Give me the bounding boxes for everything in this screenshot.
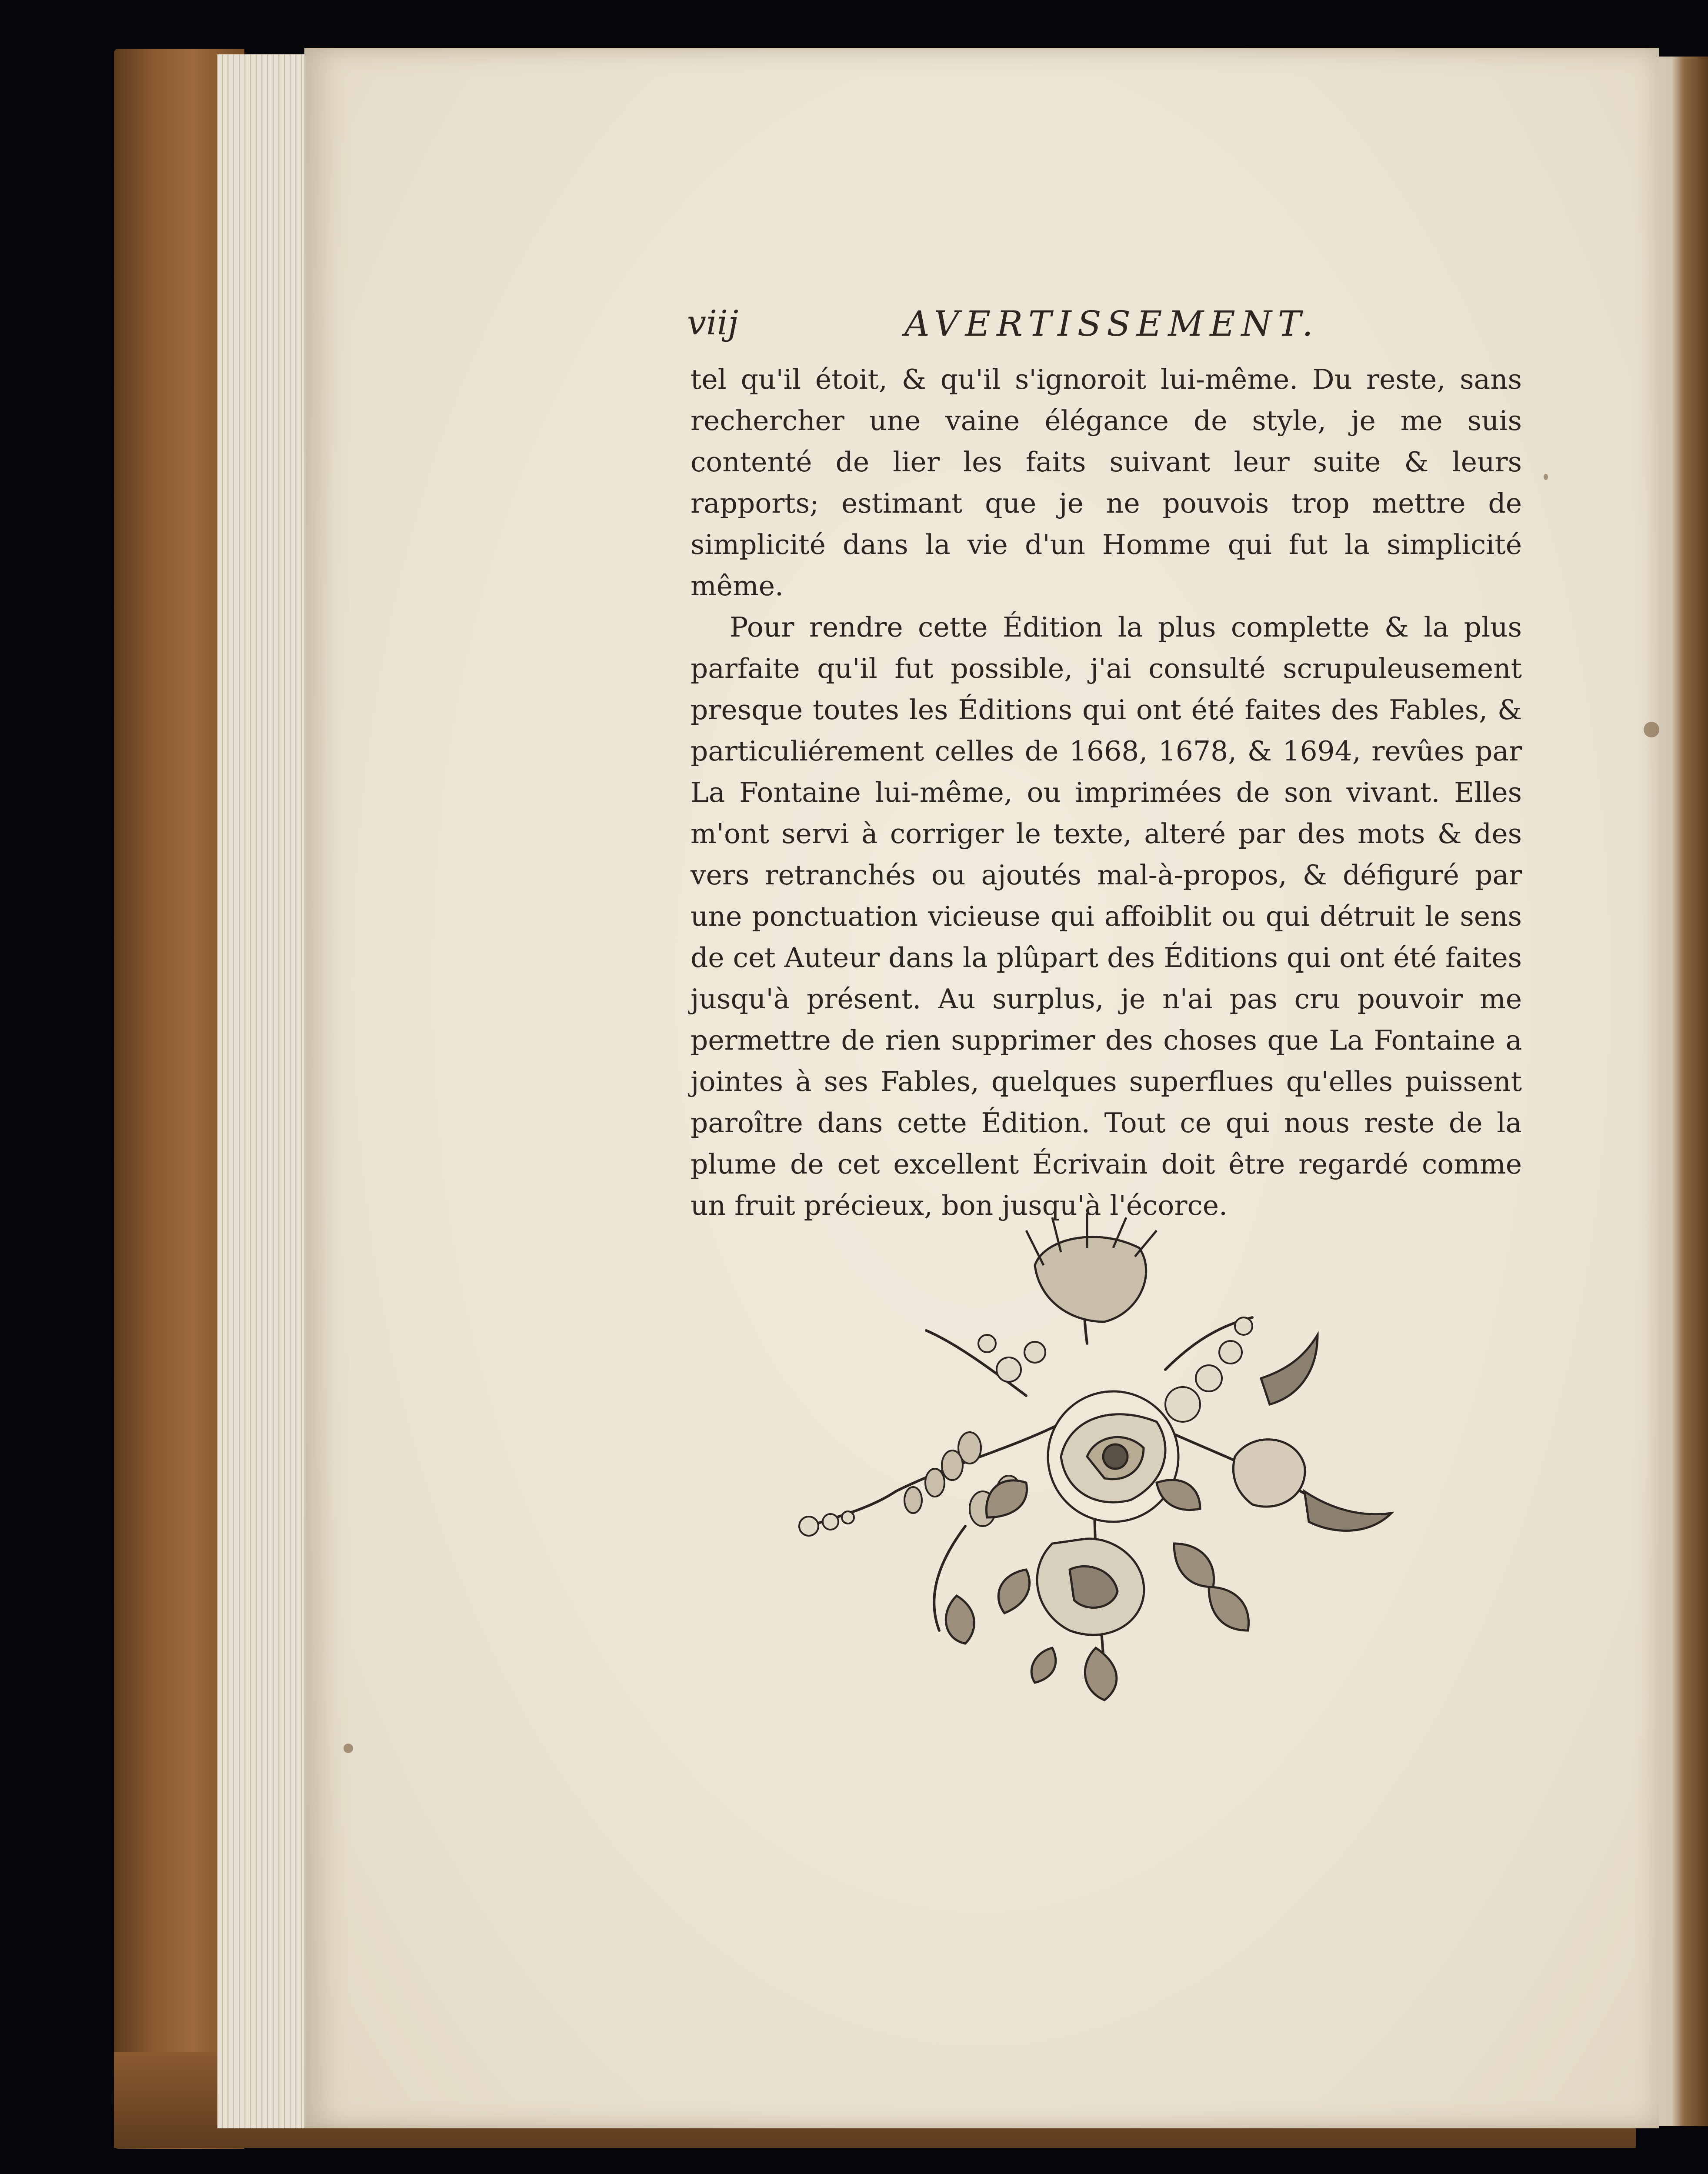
body-text	[691, 359, 1522, 1226]
foxing-spot	[1644, 722, 1659, 737]
floral-bouquet-vignette-icon	[783, 1213, 1426, 1735]
paragraph-2: Pour rendre cette Édition la plus complette & la plus parfaite qu'il fut possible, j'ai consulté scrupuleusement presque toutes les Éditions qui ont été faites des Fables, & particuliérement celles de 1668, 1678, & 1694, revûes par La Fontaine lui-même, ou imprimées de son vivant. Elles m'ont servi à corriger le texte, alteré par des mots & des vers retranchés ou ajoutés mal-à-propos, & défiguré par une ponctuation vicieuse qui affoiblit ou qui détruit le sens de cet Auteur dans la plûpart des Éditions qui ont été faites jusqu'à présent. Au surplus, je n'ai pas cru pouvoir me permettre de rien supprimer des choses que La Fontaine a jointes à ses Fables, quelques superflues qu'elles puissent paroître dans cette Édition. Tout ce qui nous reste de la plume de cet excellent Écrivain doit être regardé comme un fruit précieux, bon jusqu'à l'écorce.	[691, 611, 1522, 1221]
running-title: AVERTISSEMENT.	[904, 303, 1319, 344]
paragraph-1: tel qu'il étoit, & qu'il s'ignoroit lui-même. Du reste, sans rechercher une vaine élégance de style, je me suis contenté de lier les faits suivant leur suite & leurs rapports; estimant que je ne pouvois trop mettre de simplicité dans la vie d'un Homme qui fut la simplicité même.	[691, 363, 1522, 602]
foxing-spot	[1544, 474, 1548, 480]
foxing-spot	[344, 1744, 353, 1753]
page-edges	[217, 54, 317, 2128]
page-number: viij	[687, 303, 739, 343]
